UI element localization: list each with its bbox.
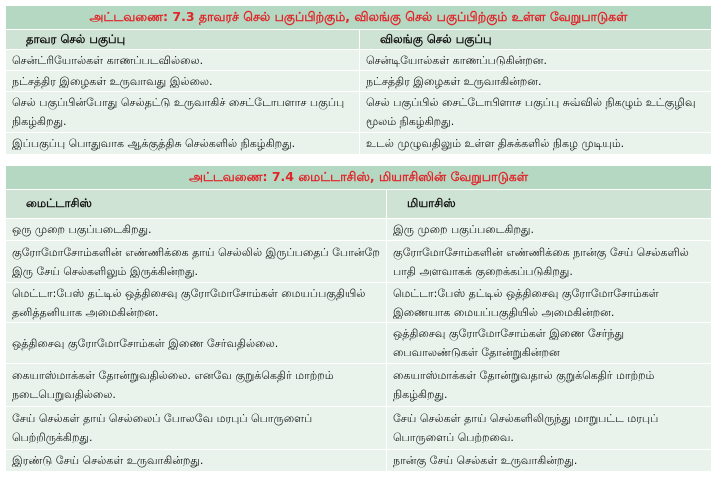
table-cell: குரோமோசோம்களின் எண்ணிக்கை நான்கு சேய் செல்களில் பாதி அளவாகக் குறைக்கப்படுகிறது.: [387, 241, 712, 283]
table-cell: நட்சத்திர இழைகள் உருவாவது இல்லை.: [6, 71, 360, 92]
table-cell: நான்கு சேய் செல்கள் உருவாகின்றது.: [387, 450, 712, 472]
table-row: [6, 241, 712, 283]
table-cell: இப்பகுப்பு பொதுவாக ஆக்குத்திசு செல்களில் நிகழ்கிறது.: [6, 133, 360, 155]
table-title: அட்டவணை: 7.4 மைட்டாசிஸ், மியாசிஸின் வேறுபாடுகள்: [6, 166, 712, 190]
table-cell: ஒரு முறை பகுப்படைகிறது.: [6, 219, 387, 241]
table-row: [6, 92, 712, 133]
table-cell: குரோமோசோம்களின் எண்ணிக்கை தாய் செல்லில் இருப்பதைப் போன்றே இரு சேய் செல்களிலும் இருக்கின்றது.: [6, 241, 387, 283]
table-cell: சென்டியோல்கள் காணப்படுகின்றன.: [360, 50, 712, 71]
table-cell: கையாஸ்மாக்கள் தோன்றுவதில்லை. எனவே குறுக்கெதிர் மாற்றம் நடைபெறுவதில்லை.: [6, 364, 387, 407]
column-header-mitosis: மைட்டாசிஸ்: [6, 190, 387, 219]
table-cell: நட்சத்திர இழைகள் உருவாகின்றன.: [360, 71, 712, 92]
table-cell: ஒத்திசைவு குரோமோசோம்கள் இணை சேர்வதில்லை.: [6, 323, 387, 364]
table-cell: செல் பகுப்பில் சைட்டோபிளாச பகுப்பு சுவ்வில் நிகழும் உட்குழிவு மூலம் நிகழ்கிறது.: [360, 92, 712, 133]
table-row: [6, 50, 712, 71]
table-cell: மெட்டா:பேஸ் தட்டில் ஒத்திசைவு குரோமோசோம்கள் இணையாக மையப்பகுதியில் அமைகின்றன.: [387, 283, 712, 323]
column-header-meiosis: மியாசிஸ்: [387, 190, 712, 219]
table-plant-animal-cell-division: [5, 5, 712, 155]
table-row: [6, 219, 712, 241]
table-row: [6, 133, 712, 155]
table-cell: ஒத்திசைவு குரோமோசோம்கள் இணை சேர்ந்து பைவாலண்டுகள் தோன்றுகின்றன: [387, 323, 712, 364]
table-cell: கையாஸ்மாக்கள் தோன்றுவதால் குறுக்கெதிர் மாற்றம் நிகழ்கிறது.: [387, 364, 712, 407]
table-row: [6, 71, 712, 92]
table-title: அட்டவணை: 7.3 தாவரச் செல் பகுப்பிற்கும், விலங்கு செல் பகுப்பிற்கும் உள்ள வேறுபாடுகள்: [6, 6, 712, 30]
table-cell: சென்ட்ரியோல்கள் காணப்படவில்லை.: [6, 50, 360, 71]
table-cell: சேய் செல்கள் தாய் செல்லைப் போலவே மரபுப் பொருளைப் பெற்றிருக்கிறது.: [6, 407, 387, 450]
table-mitosis-meiosis: [5, 165, 712, 472]
table-cell: செல் பகுப்பின்போது செல்தட்டு உருவாகிச் சைட்டோபளாச பகுப்பு நிகழ்கிறது.: [6, 92, 360, 133]
table-cell: சேய் செல்கள் தாய் செல்களிலிருந்து மாறுபட்ட மரபுப் பொருளைப் பெற்றவை.: [387, 407, 712, 450]
column-header-animal: விலங்கு செல் பகுப்பு: [360, 30, 712, 50]
table-row: [6, 364, 712, 407]
table-row: [6, 450, 712, 472]
table-cell: மெட்டா:பேஸ் தட்டில் ஒத்திசைவு குரோமோசோம்கள் மையப்பகுதியில் தனித்தனியாக அமைகின்றன.: [6, 283, 387, 323]
table-row: [6, 283, 712, 323]
table-cell: உடல் முழுவதிலும் உள்ள திசுக்களில் நிகழ முடியும்.: [360, 133, 712, 155]
table-row: [6, 407, 712, 450]
table-row: [6, 323, 712, 364]
column-header-plant: தாவர செல் பகுப்பு: [6, 30, 360, 50]
table-cell: இரண்டு சேய் செல்கள் உருவாகின்றது.: [6, 450, 387, 472]
table-cell: இரு முறை பகுப்படைகிறது.: [387, 219, 712, 241]
